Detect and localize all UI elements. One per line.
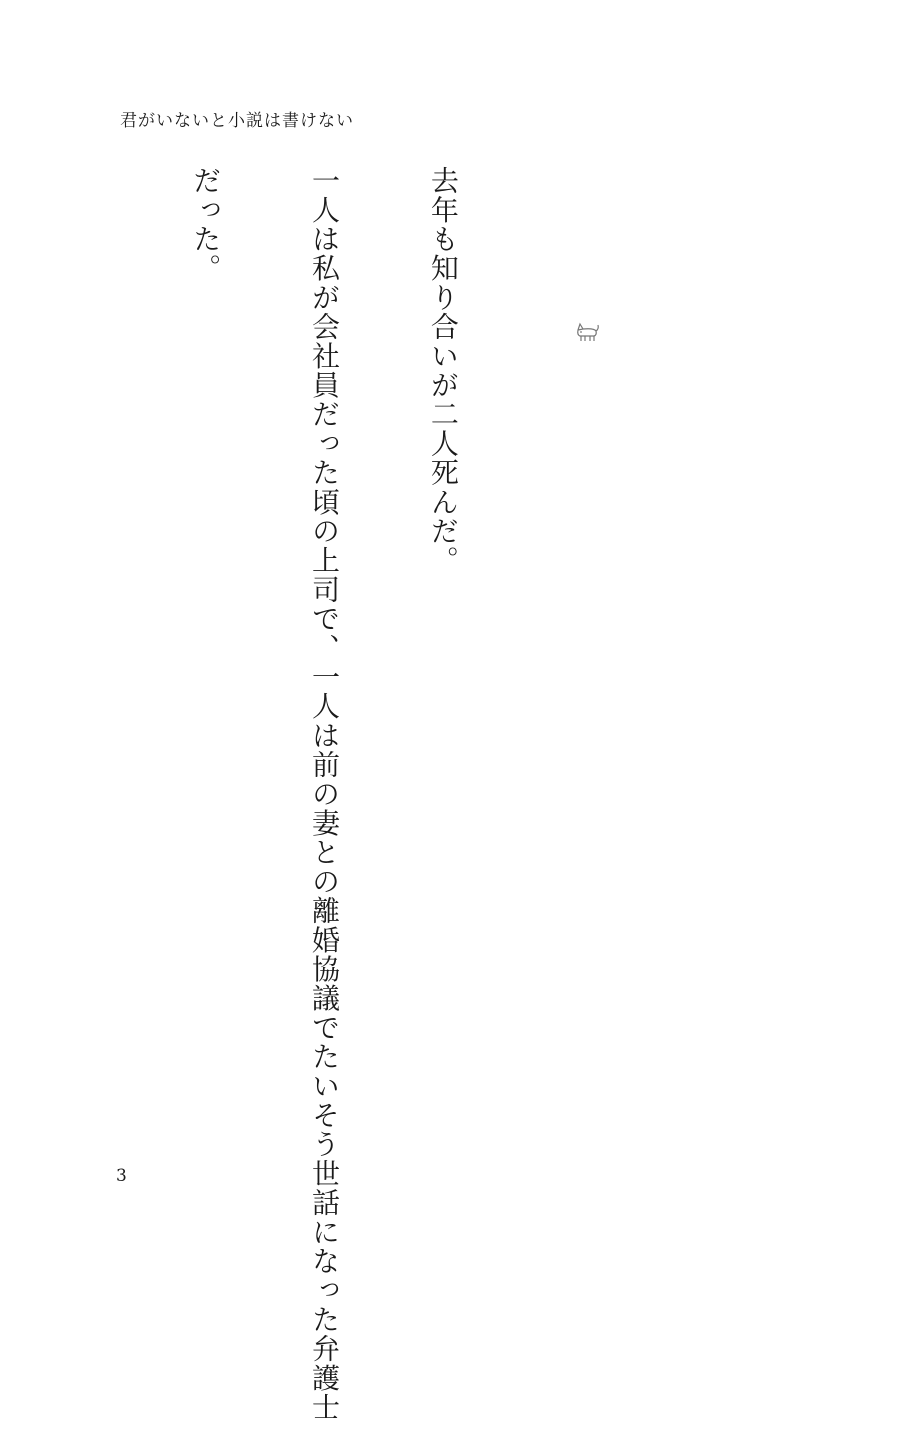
cat-icon	[574, 320, 600, 344]
paragraph-line: 去年も知り合いが二人死んだ。	[426, 166, 460, 575]
paragraph-line: 一人は私が会社員だった頃の上司で、一人は前の妻との離婚協議でたいそう世話になった弁護士	[308, 166, 342, 1422]
paragraph-line: だった。	[189, 166, 223, 283]
page-number: 3	[116, 1166, 127, 1186]
section-break	[67, 166, 107, 1166]
running-head: 君がいないと小説は書けない	[120, 111, 354, 131]
section-break-ornament	[574, 320, 600, 344]
body-text	[0, 166, 542, 1422]
